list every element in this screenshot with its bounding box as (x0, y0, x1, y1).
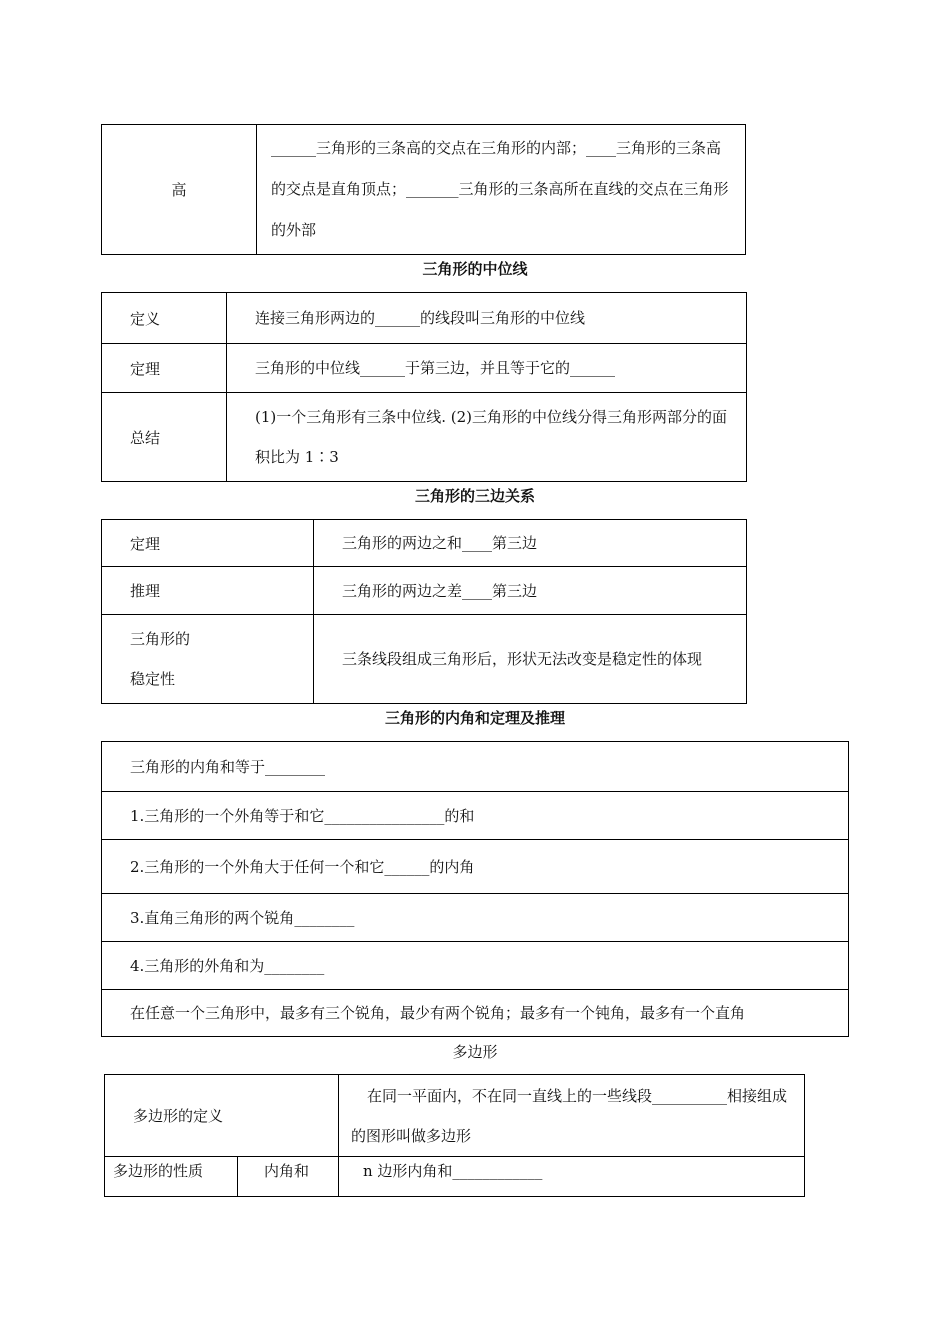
angles-row-text: 三角形的内角和等于________ (130, 757, 326, 776)
angles-row (102, 742, 849, 792)
height-label: 高 (171, 181, 187, 199)
midline-def-content-cell (227, 293, 747, 344)
height-label-cell (102, 125, 257, 255)
angles-row-text: 4.三角形的外角和为________ (130, 956, 325, 975)
angles-row (102, 792, 849, 840)
angles-row (102, 840, 849, 894)
midline-summary-label-cell (102, 393, 227, 482)
angles-row-text: 在任意一个三角形中，最多有三个锐角，最少有两个锐角；最多有一个钝角，最多有一个直角 (130, 1004, 746, 1022)
sides-stability-label: 三角形的稳定性 (130, 630, 191, 688)
polygon-prop-content-cell (339, 1157, 805, 1197)
midline-summary-content-cell (227, 393, 747, 482)
sides-stability-content-cell (314, 615, 747, 704)
height-content: ______三角形的三条高的交点在三角形的内部；____三角形的三条高的交点是直角顶点；_______三角形的三条高所在直线的交点在三角形的外部 (271, 139, 729, 239)
polygon-prop-label: 多边形的性质 (113, 1162, 204, 1180)
sides-theorem-label-cell (102, 520, 314, 567)
midline-theorem-content: 三角形的中位线______于第三边，并且等于它的______ (255, 359, 616, 377)
sides-title: 三角形的三边关系 (414, 487, 535, 505)
polygon-title: 多边形 (452, 1043, 498, 1061)
polygon-def-label-cell (105, 1075, 339, 1157)
midline-summary-content: (1)一个三角形有三条中位线. (2)三角形的中位线分得三角形两部分的面积比为 1∶3 (255, 408, 728, 466)
angles-row (102, 894, 849, 942)
midline-summary-label: 总结 (130, 428, 161, 447)
polygon-def-label: 多边形的定义 (133, 1107, 224, 1125)
sides-inference-content-cell (314, 567, 747, 615)
polygon-prop-sub: 内角和 (264, 1162, 310, 1180)
sides-inference-label-cell (102, 567, 314, 615)
midline-def-label: 定义 (130, 309, 161, 328)
polygon-table (104, 1074, 805, 1197)
polygon-def-content: 在同一平面内，不在同一直线上的一些线段__________相接组成的图形叫做多边形 (351, 1086, 788, 1145)
angles-table (101, 741, 849, 1037)
polygon-prop-label-cell (105, 1157, 238, 1197)
sides-theorem-content: 三角形的两边之和____第三边 (342, 534, 538, 552)
sides-theorem-label: 定理 (130, 534, 161, 553)
angles-row-text: 1.三角形的一个外角等于和它________________的和 (130, 806, 475, 825)
midline-title: 三角形的中位线 (422, 260, 528, 278)
midline-table (101, 292, 747, 482)
angles-row-text: 3.直角三角形的两个锐角________ (130, 908, 355, 927)
midline-theorem-label: 定理 (130, 359, 161, 378)
sides-inference-label: 推理 (130, 582, 161, 600)
height-table (101, 124, 746, 255)
angles-row (102, 942, 849, 990)
midline-theorem-label-cell (102, 344, 227, 393)
midline-theorem-content-cell (227, 344, 747, 393)
sides-stability-content: 三条线段组成三角形后，形状无法改变是稳定性的体现 (342, 650, 703, 668)
sides-table (101, 519, 747, 704)
midline-def-label-cell (102, 293, 227, 344)
height-content-cell (257, 125, 746, 255)
sides-theorem-content-cell (314, 520, 747, 567)
sides-stability-label-cell (102, 615, 314, 704)
midline-def-content: 连接三角形两边的______的线段叫三角形的中位线 (255, 309, 586, 327)
sides-inference-content: 三角形的两边之差____第三边 (342, 581, 538, 600)
angles-title: 三角形的内角和定理及推理 (384, 709, 565, 727)
polygon-prop-sub-cell (238, 1157, 339, 1197)
polygon-prop-content: n 边形内角和____________ (363, 1162, 543, 1180)
angles-row-text: 2.三角形的一个外角大于任何一个和它______的内角 (130, 857, 475, 876)
angles-row (102, 990, 849, 1037)
polygon-def-content-cell (339, 1075, 805, 1157)
